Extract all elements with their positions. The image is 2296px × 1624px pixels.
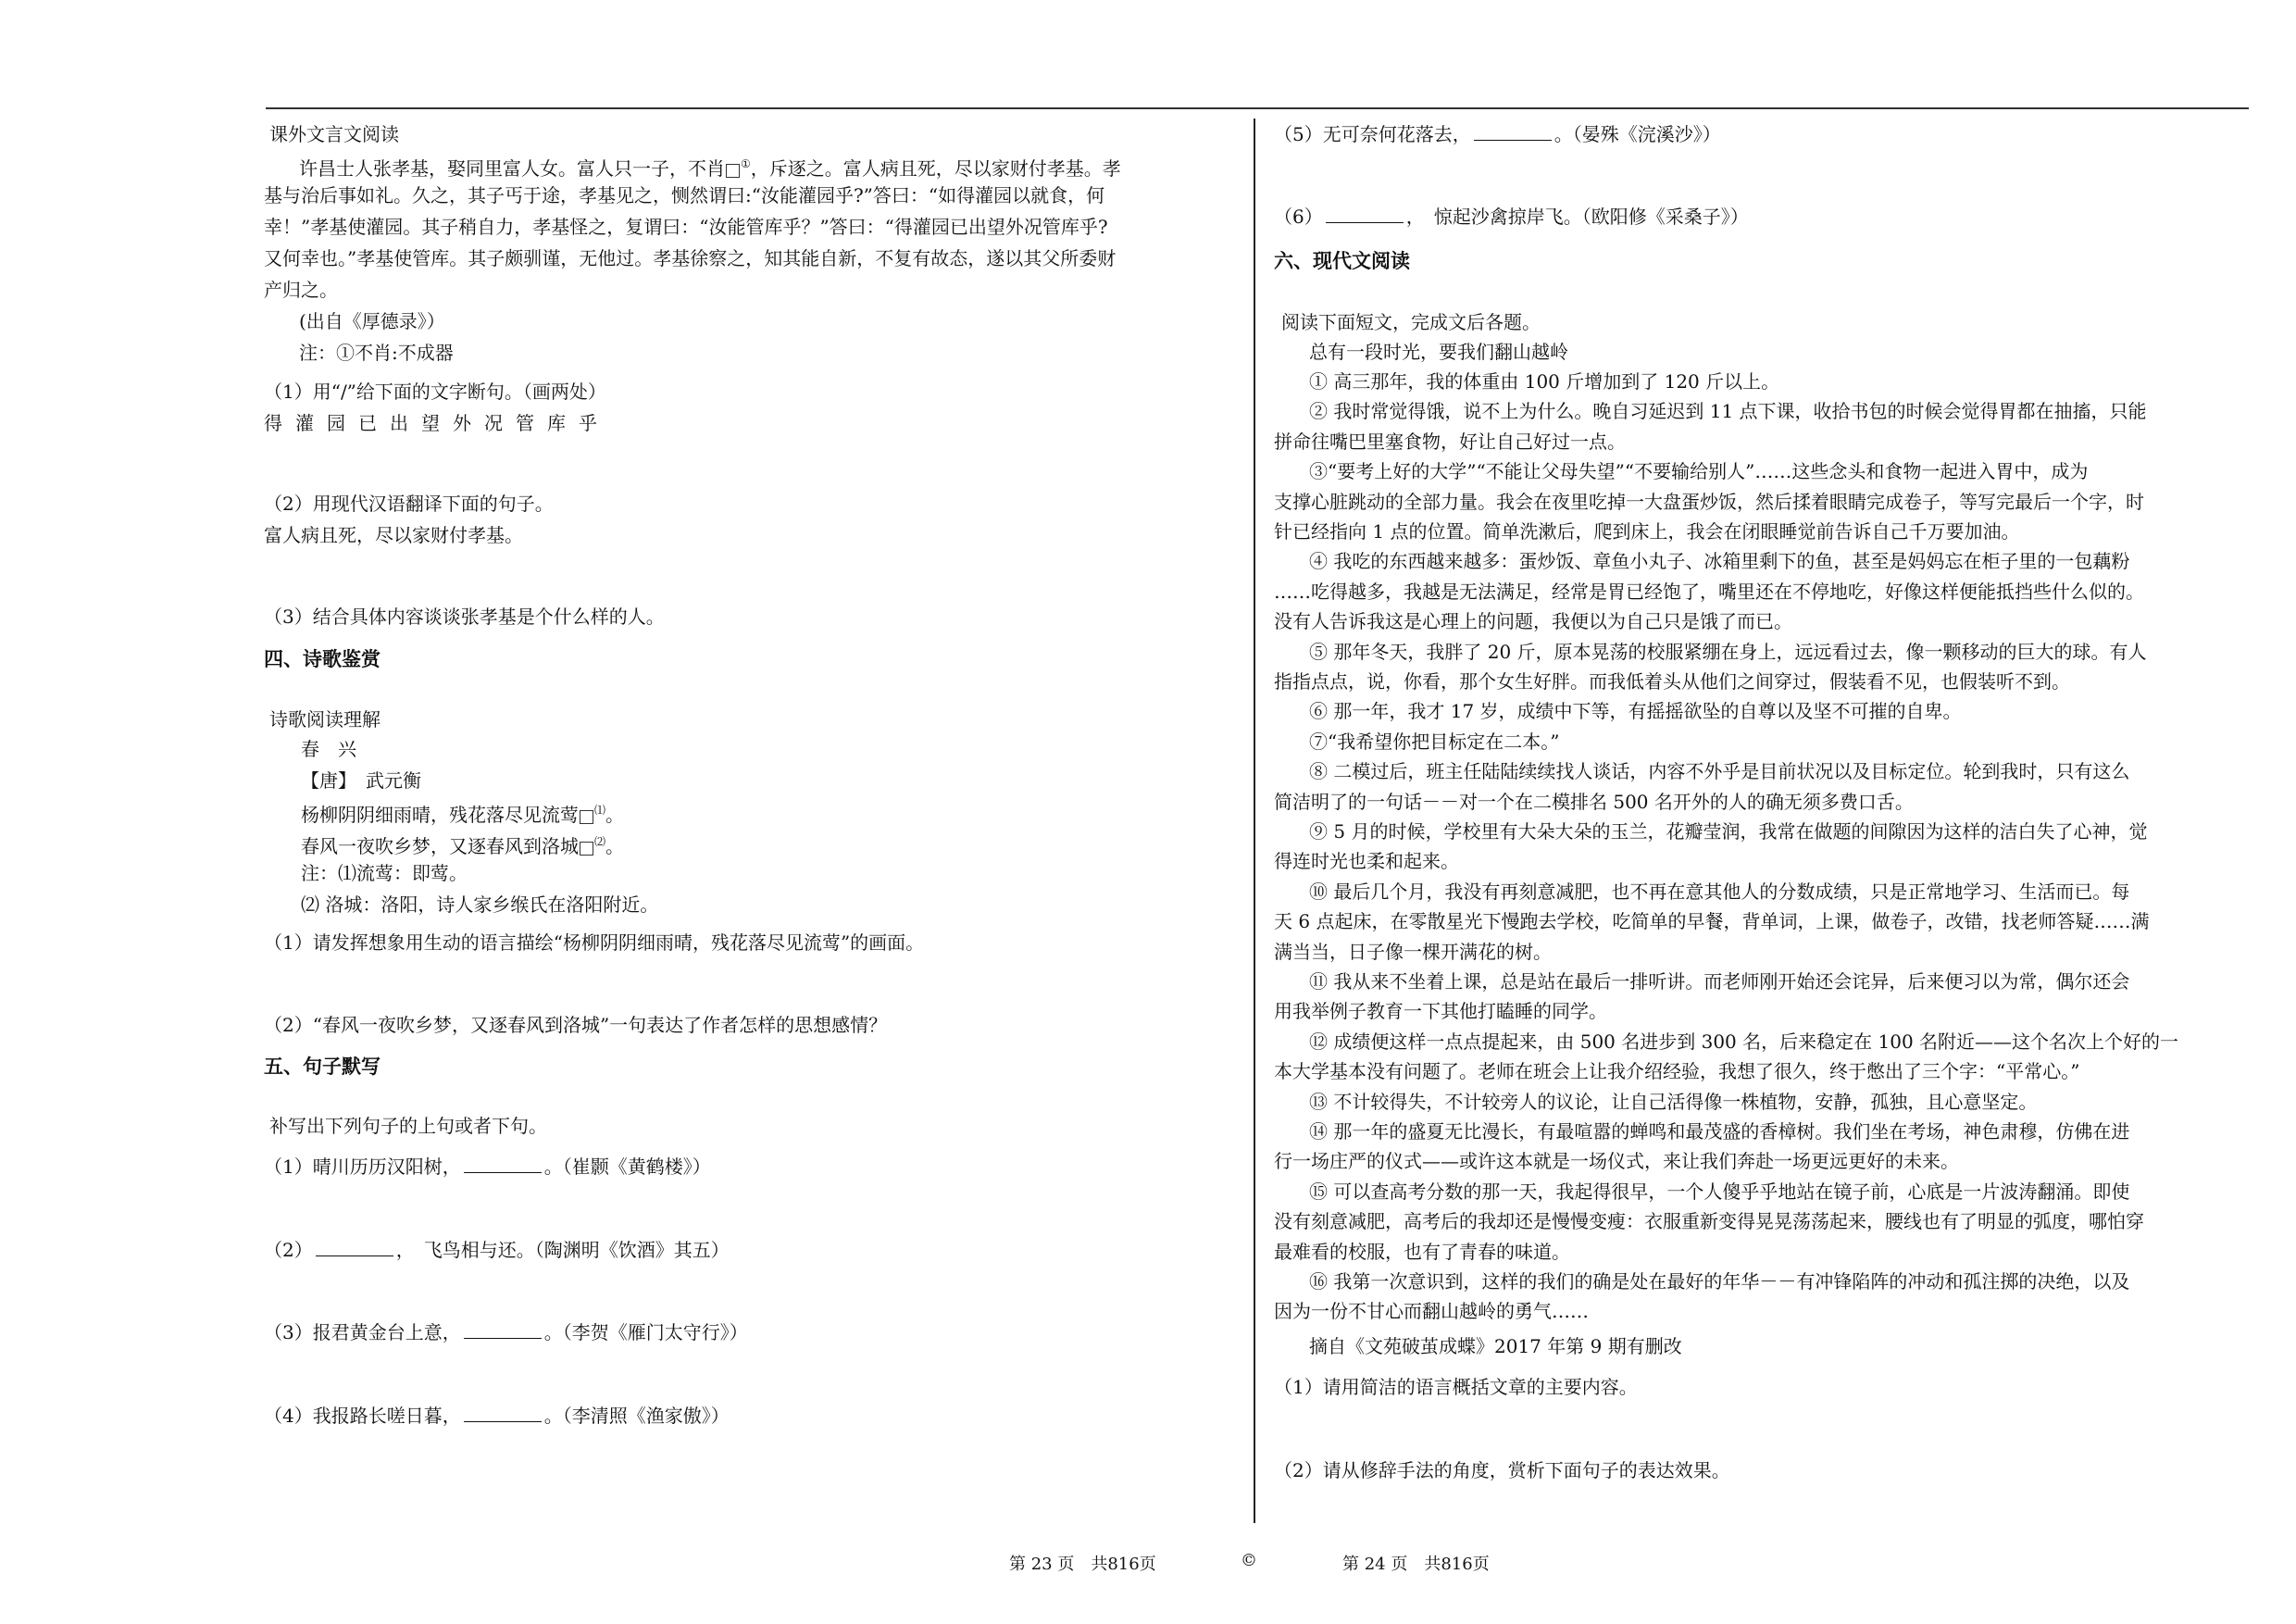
classical-paragraph-line: 许昌士人张孝基，娶同里富人女。富人只一子，不肖 ①，斥逐之。富人病且死，尽以家财付孝基。孝 (299, 157, 1121, 180)
article-line: 行一场庄严的仪式——或许这本就是一场仪式，来让我们奔赴一场更远更好的未来。 (1274, 1150, 1959, 1172)
dictation-item: （5）无可奈何花落去， 。（晏殊《浣溪沙》） (1274, 123, 1721, 145)
article-line: ⑦“我希望你把目标定在二本。” (1309, 731, 1560, 753)
article-line: ① 高三那年，我的体重由 100 斤增加到了 120 斤以上。 (1309, 370, 1780, 393)
top-rule (266, 107, 2249, 109)
dictation-item: （1）晴川历历汉阳树， 。（崔颢《黄鹤楼》） (264, 1156, 711, 1178)
classical-source: (出自《厚德录》） (299, 310, 445, 332)
article-line: ⑧ 二模过后，班主任陆陆续续找人谈话，内容不外乎是目前状况以及目标定位。轮到我时，只有这么 (1309, 760, 2130, 782)
article-line: 支撑心脏跳动的全部力量。我会在夜里吃掉一大盘蛋炒饭，然后揉着眼睛完成卷子，等写完最后一个字，时 (1274, 491, 2144, 513)
article-line: ⑬ 不计较得失，不计较旁人的议论，让自己活得像一株植物，安静，孤独，且心意坚定。 (1309, 1091, 2038, 1113)
classical-title: 课外文言文阅读 (269, 123, 399, 145)
article-line: ② 我时常觉得饿，说不上为什么。晚自习延迟到 11 点下课，收拾书包的时候会觉得胃都在抽搐，只能 (1309, 400, 2147, 422)
article-line: 因为一份不甘心而翻山越岭的勇气…… (1274, 1300, 1589, 1322)
poem-title: 春 兴 (301, 738, 356, 760)
footer-page-left: 第 23 页 共816页 (1009, 1555, 1156, 1574)
dictation-intro: 补写出下列句子的上句或者下句。 (269, 1115, 547, 1137)
article-line: ⑫ 成绩便这样一点点提起来，由 500 名进步到 300 名，后来稳定在 100 名附近——这个名次上个好的一 (1309, 1031, 2179, 1053)
article-line: 得连时光也柔和起来。 (1274, 850, 1459, 872)
article-line: 简洁明了的一句话－－对一个在二模排名 500 名开外的人的确无须多费口舌。 (1274, 791, 1914, 813)
article-line: ⑤ 那年冬天，我胖了 20 斤，原本晃荡的校服紧绷在身上，远远看过去，像一颗移动的巨大的球。有人 (1309, 641, 2147, 663)
reading-question-1: （1）请用简洁的语言概括文章的主要内容。 (1274, 1376, 1638, 1398)
article-line: ⑪ 我从来不坐着上课，总是站在最后一排听讲。而老师刚开始还会诧异，后来便习以为常，偶尔还会 (1309, 970, 2130, 993)
article-source: 摘自《文苑破茧成蝶》2017 年第 9 期有删改 (1309, 1335, 1682, 1357)
poem-author: 【唐】 武元衡 (301, 769, 421, 792)
article-title: 总有一段时光，要我们翻山越岭 (1309, 341, 1568, 363)
question-3: （3）结合具体内容谈谈张孝基是个什么样的人。 (264, 606, 665, 628)
article-line: ⑩ 最后几个月，我没有再刻意减肥，也不再在意其他人的分数成绩，只是正常地学习、生活而已。每 (1309, 881, 2130, 903)
classical-paragraph-line: 基与治后事如礼。久之，其子丐于途，孝基见之，恻然谓曰:“汝能灌园乎?”答曰：“如得灌园以就食，何 (264, 184, 1105, 206)
poem-note: ⑵ 洛城：洛阳，诗人家乡缑氏在洛阳附近。 (301, 893, 659, 916)
section-heading-poetry: 四、诗歌鉴赏 (264, 648, 381, 670)
article-line: 针已经指向 1 点的位置。简单洗漱后，爬到床上，我会在闭眼睡觉前告诉自己千万要加油。 (1274, 520, 2020, 543)
classical-paragraph-line: 又何幸也。”孝基使管库。其子颇驯谨，无他过。孝基徐察之，知其能自新，不复有故态，遂以其父所委财 (264, 247, 1117, 269)
article-line: 没有人告诉我这是心理上的问题，我便以为自己只是饿了而已。 (1274, 610, 1792, 632)
article-line: ③“要考上好的大学”“不能让父母失望”“不要输给别人”……这些念头和食物一起进入胃中，成为 (1309, 460, 2089, 482)
dictation-item: （4）我报路长嗟日暮， 。（李清照《渔家傲》） (264, 1405, 730, 1427)
answer-blank[interactable] (464, 1321, 542, 1339)
column-divider (1254, 119, 1255, 1523)
question-2-text: 富人病且死，尽以家财付孝基。 (264, 524, 523, 546)
missing-char-box (726, 164, 740, 178)
question-1-text: 得灌园已出望外况管库乎 (264, 412, 610, 434)
article-line: ⑥ 那一年，我才 17 岁，成绩中下等，有摇摇欲坠的自尊以及坚不可摧的自卑。 (1309, 700, 1962, 722)
article-line: ⑯ 我第一次意识到，这样的我们的确是处在最好的年华－－有冲锋陷阵的冲动和孤注掷的决绝，以及 (1309, 1270, 2130, 1293)
article-line: ⑨ 5 月的时候，学校里有大朵大朵的玉兰，花瓣莹润，我常在做题的间隙因为这样的洁白失了心神，觉 (1309, 820, 2148, 843)
reading-intro: 阅读下面短文，完成文后各题。 (1281, 311, 1541, 333)
article-line: 最难看的校服，也有了青春的味道。 (1274, 1241, 1570, 1263)
answer-blank[interactable] (464, 1405, 542, 1422)
footer-symbol: © (1241, 1551, 1257, 1570)
article-line: 天 6 点起床，在零散星光下慢跑去学校，吃简单的早餐，背单词，上课，做卷子，改错，找老师答疑……满 (1274, 910, 2150, 932)
section-heading-dictation: 五、句子默写 (264, 1056, 381, 1078)
article-line: ⑭ 那一年的盛夏无比漫长，有最喧嚣的蝉鸣和最茂盛的香樟树。我们坐在考场，神色肃穆，仿佛在进 (1309, 1120, 2130, 1143)
section-heading-modern-reading: 六、现代文阅读 (1274, 250, 1410, 272)
article-line: ④ 我吃的东西越来越多：蛋炒饭、章鱼小丸子、冰箱里剩下的鱼，甚至是妈妈忘在柜子里的一包藕粉 (1309, 550, 2130, 572)
classical-paragraph-line: 幸！”孝基使灌园。其子稍自力，孝基怪之，复谓曰：“汝能管库乎？”答曰：“得灌园已出望外况管库乎? (264, 216, 1108, 238)
dictation-item: （3）报君黄金台上意， 。（李贺《雁门太守行》） (264, 1321, 748, 1343)
article-line: 拼命往嘴巴里塞食物，好让自己好过一点。 (1274, 431, 1626, 453)
classical-paragraph-line: 产归之。 (264, 279, 338, 301)
poem-line: 春风一夜吹乡梦，又逐春风到洛城 ⑵。 (301, 835, 625, 857)
missing-char-box (580, 842, 593, 856)
poetry-title: 诗歌阅读理解 (269, 708, 381, 731)
answer-blank[interactable] (316, 1239, 393, 1256)
missing-char-box (580, 810, 593, 824)
article-line: 指指点点，说，你看，那个女生好胖。而我低着头从他们之间穿过，假装看不见，也假装听不到。 (1274, 670, 2070, 693)
article-line: 用我举例子教育一下其他打瞌睡的同学。 (1274, 1000, 1607, 1022)
answer-blank[interactable] (1326, 206, 1404, 223)
answer-blank[interactable] (1474, 123, 1552, 141)
poetry-question-2: （2）“春风一夜吹乡梦，又逐春风到洛城”一句表达了作者怎样的思想感情？ (264, 1014, 888, 1036)
answer-blank[interactable] (464, 1156, 542, 1173)
classical-note: 注：①不肖:不成器 (299, 342, 454, 364)
question-1: （1）用“/”给下面的文字断句。（画两处） (264, 381, 606, 403)
article-line: 没有刻意减肥，高考后的我却还是慢慢变瘦：衣服重新变得晃晃荡荡起来，腰线也有了明显的弧度，哪怕穿 (1274, 1210, 2144, 1232)
dictation-item: （6） ， 惊起沙禽掠岸飞。（欧阳修《采桑子》） (1274, 206, 1749, 228)
footer-page-right: 第 24 页 共816页 (1342, 1555, 1490, 1574)
poem-note: 注：⑴流莺：即莺。 (301, 862, 468, 884)
question-2: （2）用现代汉语翻译下面的句子。 (264, 493, 554, 515)
article-line: 本大学基本没有问题了。老师在班会上让我介绍经验，我想了很久，终于憋出了三个字：“平常心。” (1274, 1060, 2080, 1082)
article-line: ……吃得越多，我越是无法满足，经常是胃已经饱了，嘴里还在不停地吃，好像这样便能抵挡些什么似的。 (1274, 581, 2144, 603)
poem-line: 杨柳阴阴细雨晴，残花落尽见流莺 ⑴。 (301, 804, 625, 826)
article-line: 满当当，日子像一棵开满花的树。 (1274, 941, 1552, 963)
dictation-item: （2） ， 飞鸟相与还。（陶渊明《饮酒》其五） (264, 1239, 730, 1261)
reading-question-2: （2）请从修辞手法的角度，赏析下面句子的表达效果。 (1274, 1459, 1730, 1481)
poetry-question-1: （1）请发挥想象用生动的语言描绘“杨柳阴阴细雨晴，残花落尽见流莺”的画面。 (264, 931, 925, 954)
article-line: ⑮ 可以查高考分数的那一天，我起得很早，一个人傻乎乎地站在镜子前，心底是一片波涛翻涌。即使 (1309, 1181, 2130, 1203)
